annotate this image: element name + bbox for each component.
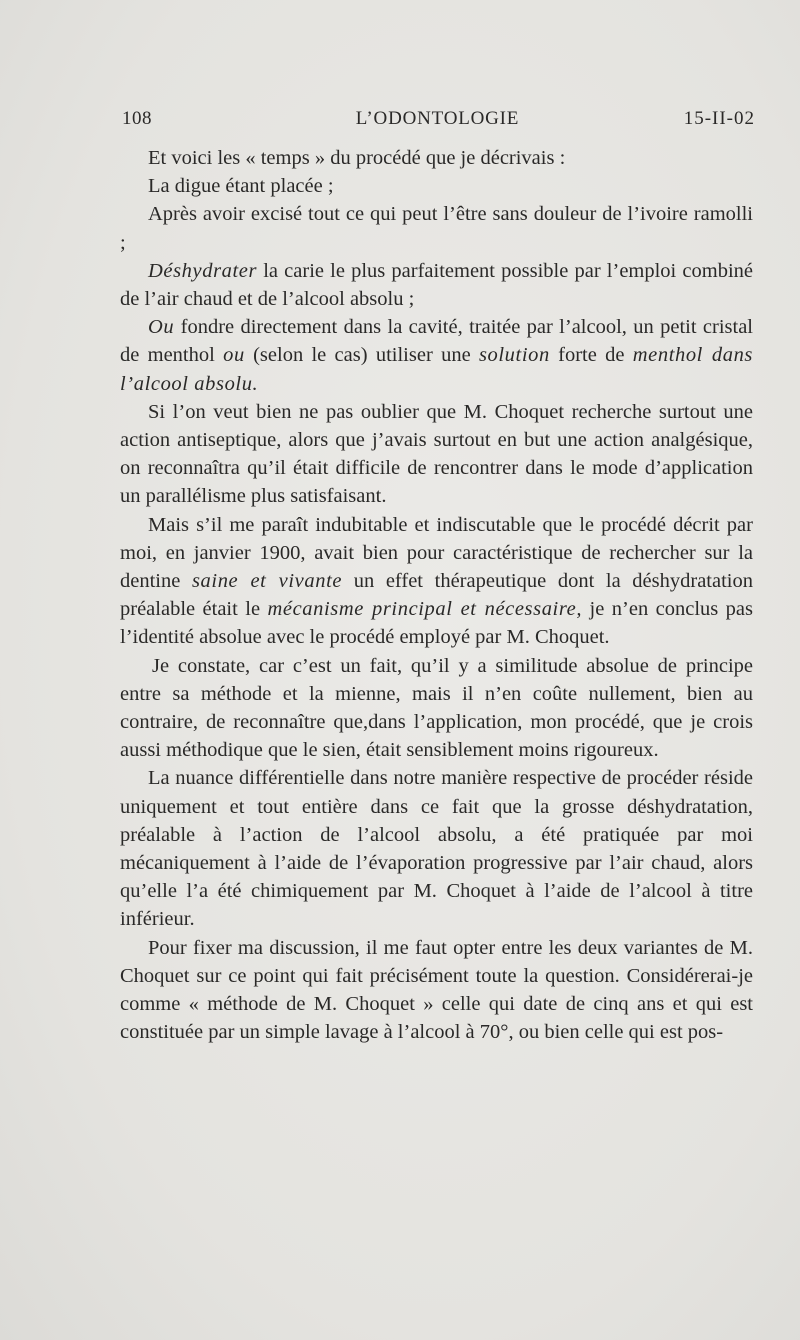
paragraph-5-text-3: forte de xyxy=(549,344,633,367)
running-header xyxy=(120,108,755,138)
italic-menthol: menthol dans l’alcool absolu. xyxy=(120,344,753,395)
journal-title: L’ODONTOLOGIE xyxy=(355,108,520,129)
italic-ou-1: Ou xyxy=(148,316,175,339)
italic-solution: solution xyxy=(478,344,550,367)
italic-saine-et-vivante: saine et vivante xyxy=(191,570,343,593)
italic-deshydrater: Déshydrater xyxy=(148,259,258,282)
body-text xyxy=(120,144,753,1047)
paragraph-7-text-3: je n’en conclus pas l’identité absolue avec le procédé employé par M. Choquet. xyxy=(120,598,753,649)
paragraph-3: Après avoir excisé tout ce qui peut l’être sans douleur de l’ivoire ramolli ; xyxy=(120,203,753,254)
paragraph-7-text-2: un effet thérapeutique dont la déshydratation préalable était le xyxy=(120,570,753,621)
paragraph-10: Pour fixer ma discussion, il me faut opter entre les deux variantes de M. Choquet sur ce point qui fait précisément toute la question. Considérerai-je comme « méthode de M. Choquet » celle qui date de cinq ans et qui est constituée par un simple lavage à l’alcool à 70°, ou bien celle qui est pos- xyxy=(120,936,753,1044)
italic-mecanisme: mécanisme principal et nécessaire, xyxy=(267,598,583,621)
paragraph-5-text-1: fondre directement dans la cavité, traitée par l’alcool, un petit cristal de menthol xyxy=(120,316,753,367)
paragraph-9: La nuance différentielle dans notre manière respective de procéder réside uniquement et tout entière dans ce fait que la grosse déshydratation, préalable à l’action de l’alcool absolu, a été pratiquée par moi mécaniquement à l’aide de l’évaporation progressive par l’air chaud, alors qu’elle l’a été chimiquement par M. Choquet à l’aide de l’alcool à titre inférieur. xyxy=(120,767,753,931)
paragraph-8: Je constate, car c’est un fait, qu’il y a similitude absolue de principe entre sa méthode et la mienne, mais il n’en coûte nullement, bien au contraire, de reconnaître que,dans l’application, mon procédé, que je crois aussi méthodique que le sien, était sensiblement moins rigoureux. xyxy=(120,654,753,762)
paragraph-5-text-2: (selon le cas) utiliser une xyxy=(244,344,479,367)
paragraph-7-text-1: Mais s’il me paraît indubitable et indiscutable que le procédé décrit par moi, en janvier 1900, avait bien pour caractéristique de rechercher sur la dentine xyxy=(120,513,753,593)
italic-ou-2: ou xyxy=(223,344,245,367)
paragraph-7 xyxy=(120,511,753,652)
issue-date: 15-II-02 xyxy=(683,108,755,129)
paragraph-6: Si l’on veut bien ne pas oublier que M. Choquet recherche surtout une action antiseptique, alors que j’avais surtout en but une action analgésique, on reconnaîtra qu’il était difficile de rencontrer dans le mode d’application un parallélisme plus satisfaisant. xyxy=(120,400,753,508)
paragraph-1: Et voici les « temps » du procédé que je décrivais : xyxy=(148,147,566,169)
paragraph-4-text: la carie le plus parfaitement possible par l’emploi combiné de l’air chaud et de l’alcool absolu ; xyxy=(120,259,753,311)
paragraph-4 xyxy=(120,257,753,313)
paragraph-5 xyxy=(120,313,753,398)
paragraph-2: La digue étant placée ; xyxy=(148,175,334,198)
page-number: 108 xyxy=(122,108,152,129)
